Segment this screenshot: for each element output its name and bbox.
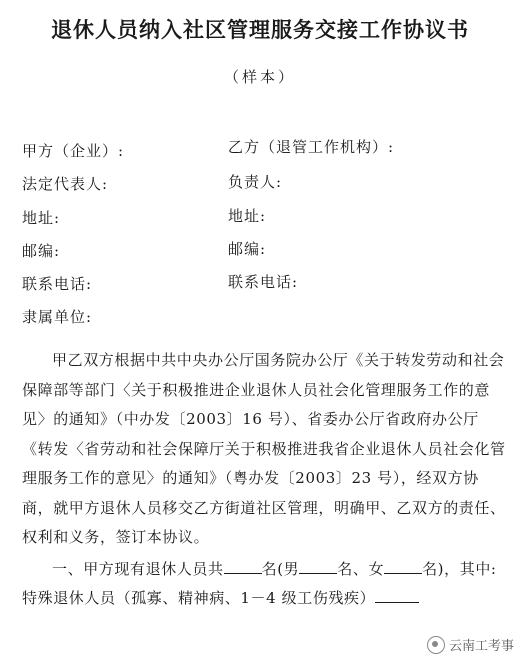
clause-1-text-c: 名、女	[337, 559, 385, 578]
clause-1	[22, 555, 508, 585]
watermark-text: 云南工考事	[448, 639, 514, 654]
party-b-responsible-label: 负责人:	[228, 173, 283, 191]
preamble-paragraph: 甲乙双方根据中共中央办公厅国务院办公厅《关于转发劳动和社会保障部等部门〈关于积极推进企业退休人员社会化管理服务工作的意见〉的通知》（中办发〔2003〕16 号）、省委办公厅省政府办公厅《转发〈省劳动和社会保障厅关于积极推进我省企业退休人员社会化管理服务工作的意见〉的通知》（粤办发〔2003〕23 号），经双方协商，就甲方退休人员移交乙方街道社区管理，明确甲、乙双方的责任、权利和义务，签订本协议。	[22, 351, 506, 546]
party-a-postcode-label: 邮编:	[22, 242, 61, 260]
party-a-affiliation-label: 隶属单位:	[22, 308, 93, 326]
party-b-name-label: 乙方（退管工作机构）:	[228, 138, 395, 156]
total-count-blank	[224, 559, 262, 574]
party-a-address-label: 地址:	[22, 209, 61, 227]
agreement-body	[22, 346, 508, 614]
party-b-phone-label: 联系电话:	[228, 273, 299, 291]
clause-1-line-2	[22, 584, 508, 614]
party-a-name-label: 甲方（企业）:	[22, 142, 125, 160]
document-title: 退休人员纳入社区管理服务交接工作协议书	[51, 18, 469, 42]
party-a-phone-label: 联系电话:	[22, 275, 93, 293]
clause-1-text-b: 名(男	[261, 559, 300, 578]
female-count-blank	[384, 559, 422, 574]
party-b-address-label: 地址:	[228, 207, 267, 225]
document-subtitle: （样本）	[223, 68, 296, 86]
male-count-blank	[299, 559, 337, 574]
party-b-postcode-label: 邮编:	[228, 240, 267, 258]
clause-1-text-a: 一、甲方现有退休人员共	[52, 559, 224, 578]
party-a-representative-label: 法定代表人:	[22, 175, 109, 193]
wechat-logo-icon	[427, 636, 445, 654]
watermark	[427, 635, 514, 654]
special-count-blank	[375, 588, 419, 603]
clause-1-line-2-text: 特殊退休人员（孤寡、精神病、1－4 级工伤残疾）	[22, 589, 376, 607]
clause-1-text-d: 名)，其中:	[422, 559, 497, 578]
